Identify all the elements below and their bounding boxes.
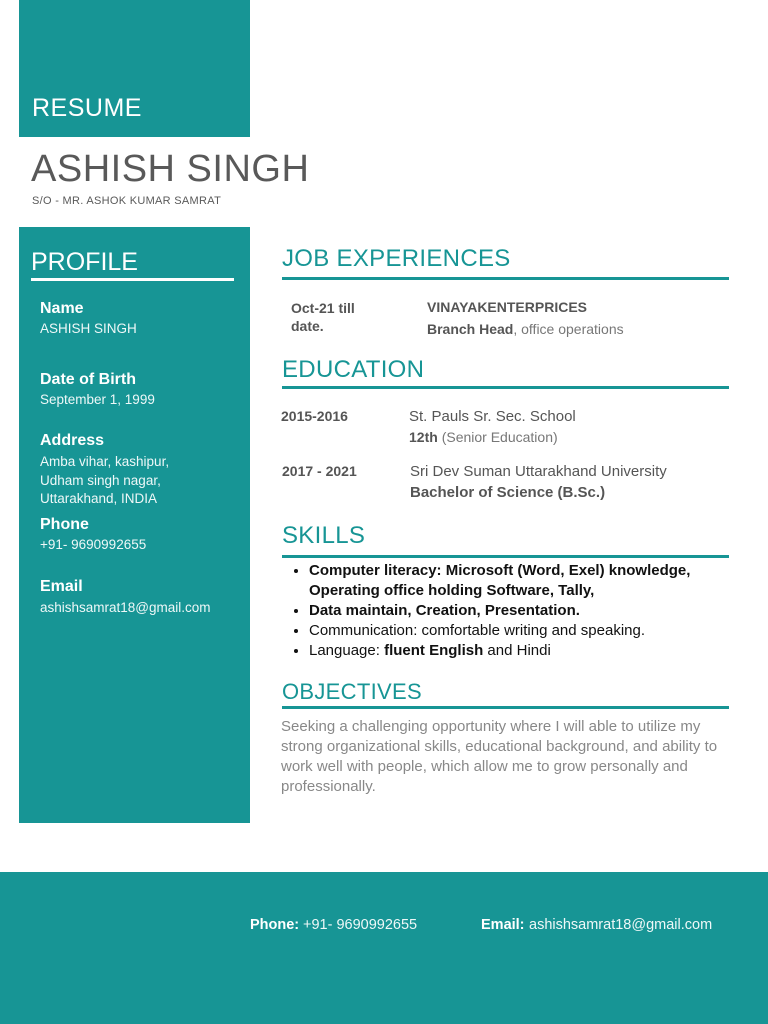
candidate-name: ASHISH SINGH [31,148,310,190]
footer-bar [0,872,768,1024]
education-level [409,429,558,445]
address-line: Uttarakhand, INDIA [40,491,158,506]
education-level-title: 12th [409,429,438,445]
profile-sidebar [19,227,250,823]
education-heading: EDUCATION [282,356,425,383]
skill-item: • Data maintain, Creation, Presentation. [309,601,749,621]
education-years: 2017 - 2021 [282,463,357,479]
skill-item: • Computer literacy: Microsoft (Word, Exel) knowledge, Operating office holding Software, Tally, [309,561,749,601]
skills-list [289,561,749,661]
email-label: Email [40,578,83,595]
skill-item: • Communication: comfortable writing and speaking. [309,621,749,641]
education-level [410,484,605,501]
education-divider [282,386,729,389]
profile-heading: PROFILE [31,248,138,276]
education-level-title: Bachelor of Science (B.Sc.) [410,484,606,501]
resume-banner [19,0,250,137]
job-company: VINAYAKENTERPRICES [427,299,588,315]
skills-divider [282,555,729,558]
job-date [291,299,355,335]
footer-phone-label: Phone: [250,917,300,933]
job-role-detail: , office operations [513,321,624,337]
objectives-heading: OBJECTIVES [282,679,422,704]
address-line: Udham singh nagar, [40,472,161,488]
name-value: ASHISH SINGH [40,321,137,336]
name-label: Name [40,300,84,317]
job-experiences-divider [282,277,729,280]
job-role-title: Branch Head [427,321,514,337]
profile-divider [31,278,234,281]
job-date-line: date. [291,318,324,334]
education-level-detail: (Senior Education) [441,429,558,445]
footer-email-label: Email: [481,917,525,933]
address-label: Address [40,432,105,449]
education-school: Sri Dev Suman Uttarakhand University [410,463,667,480]
education-school: St. Pauls Sr. Sec. School [409,408,576,425]
email-value[interactable]: ashishsamrat18@gmail.com [40,600,211,615]
education-years: 2015-2016 [281,408,348,424]
job-role [427,321,624,337]
address-value [40,453,169,509]
skill-item: • Language: fluent English and Hindi [309,641,749,661]
footer-email-value[interactable]: ashishsamrat18@gmail.com [529,917,713,933]
parent-name: S/O - MR. ASHOK KUMAR SAMRAT [32,195,222,207]
skills-heading: SKILLS [282,522,366,549]
job-experiences-heading: JOB EXPERIENCES [282,245,511,272]
dob-label: Date of Birth [40,371,136,388]
resume-label: RESUME [32,94,142,122]
job-date-line: Oct-21 till [291,300,355,316]
phone-label: Phone [40,516,89,533]
dob-value: September 1, 1999 [40,392,155,407]
phone-value: +91- 9690992655 [40,537,147,552]
objective-text: Seeking a challenging opportunity where I will able to utilize my strong organizational skills, educational background, and ability to work well with people, which allow me to grow personally and professionally. [281,718,718,795]
address-line: Amba vihar, kashipur, [40,454,170,469]
objectives-divider [282,706,729,709]
footer-phone-value[interactable]: +91- 9690992655 [303,917,418,933]
